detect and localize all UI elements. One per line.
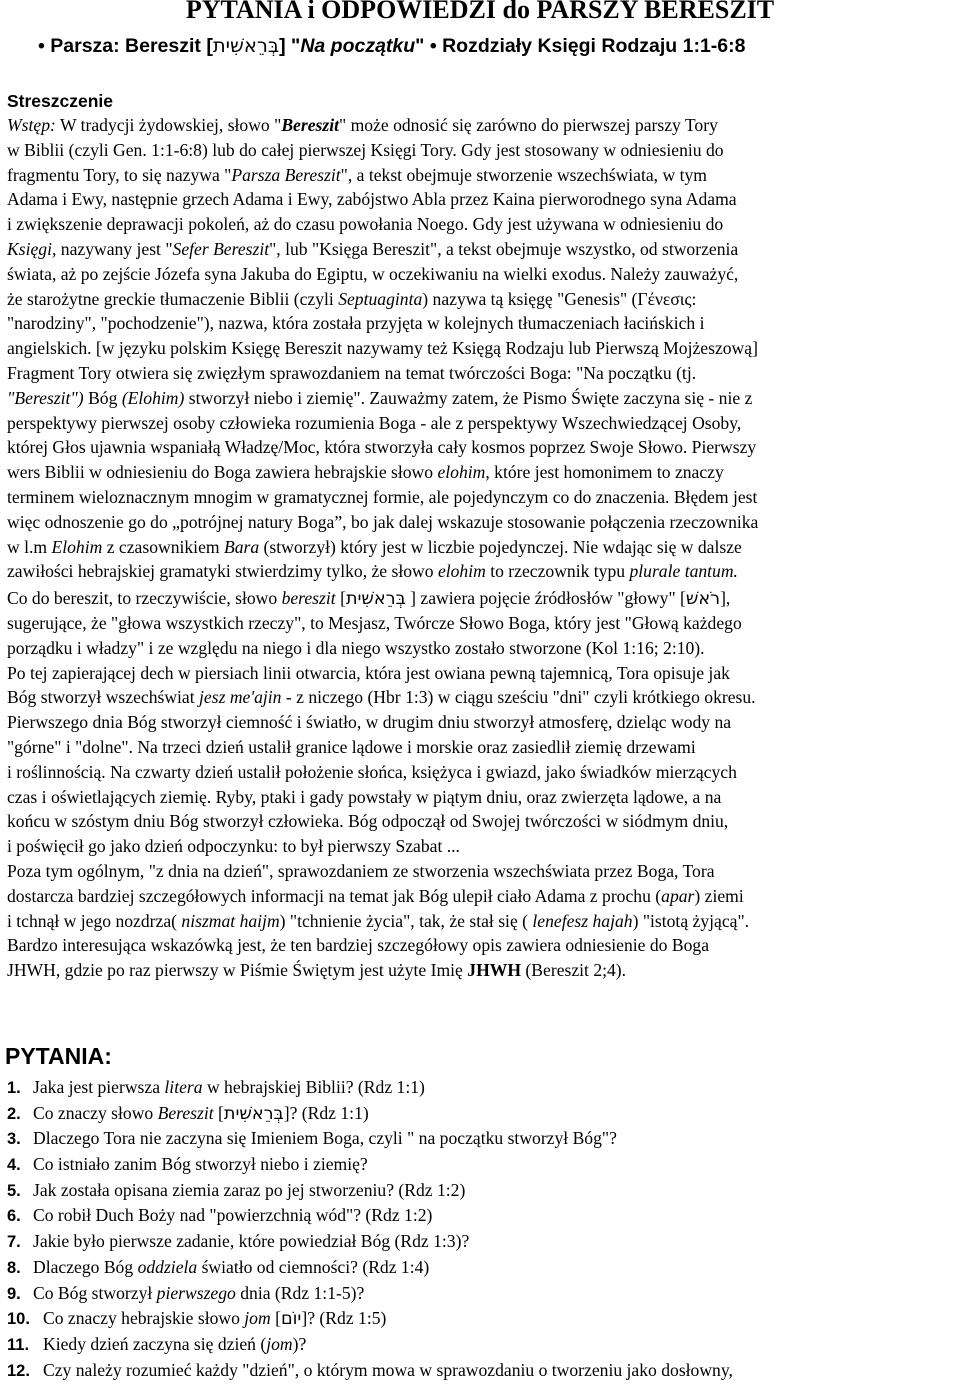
question-number: 12. <box>7 1361 30 1380</box>
question-item <box>7 1178 957 1204</box>
parsha-meaning: Na początku <box>300 35 416 57</box>
text-line: sugerujące, że "głowa wszystkich rzeczy", to Mesjasz, Twórcze Słowo Boga, który jest "Głową każdego <box>7 612 742 633</box>
question-text: litera <box>164 1077 203 1097</box>
text-line: fragmentu Tory, to się nazywa "Parsza Bereszit", a tekst obejmuje stworzenie wszechświata, w tym <box>7 164 707 185</box>
question-number: 9. <box>7 1284 21 1303</box>
text-line: końcu w szóstym dniu Bóg stworzył człowieka. Bóg odpoczął od Swojej twórczości w siódmym dniu, <box>7 811 729 832</box>
question-item <box>7 1075 957 1101</box>
question-text: Co robił Duch Boży nad "powierzchnią wód"? (Rdz 1:2) <box>33 1205 433 1226</box>
parsha-meaning-close: " <box>415 35 425 57</box>
chapters-range: Rozdziały Księgi Rodzaju 1:1-6:8 <box>442 35 746 57</box>
text-line: Wstęp: W tradycji żydowskiej, słowo "Bereszit" może odnosić się zarówno do pierwszej parszy Tory <box>7 115 718 135</box>
question-text: בְּרֵאשִׁית <box>223 1103 284 1124</box>
text-line: że starożytne greckie tłumaczenie Biblii (czyli Septuaginta) nazywa tą księgę "Genesis" (Γένεσις: <box>7 288 697 309</box>
question-text: [ <box>213 1102 224 1123</box>
document-title: PYTANIA i ODPOWIEDZI do PARSZY BERESZIT <box>185 0 775 24</box>
question-number: 8. <box>7 1258 21 1277</box>
questions-list <box>7 1075 957 1383</box>
text-line: i poświęcił go jako dzień odpoczynku: to był pierwszy Szabat ... <box>7 836 460 857</box>
question-text: jom <box>244 1308 271 1329</box>
question-item <box>7 1332 957 1358</box>
text-line: Co do bereszit, to rzeczywiście, słowo bereszit [בְּרֵאשִׁית ] zawiera pojęcie źródłosłów "głowy" [רֹאשׁ], <box>7 588 731 610</box>
question-item <box>7 1126 957 1152</box>
text-line: czas i oświetlających ziemię. Ryby, ptaki i gady powstały w piątym dniu, oraz zwierzęta lądowe, a na <box>7 786 722 807</box>
question-item <box>7 1358 957 1384</box>
text-line: JHWH, gdzie po raz pierwszy w Piśmie Świętym jest użyte Imię JHWH (Bereszit 2;4). <box>7 960 627 981</box>
question-text: Co istniało zanim Bóg stworzył niebo i ziemię? <box>33 1154 368 1175</box>
question-text: Jaka jest pierwsza <box>33 1077 165 1097</box>
question-text: [ <box>270 1308 281 1329</box>
bullet: • <box>429 35 437 57</box>
text-line: w Biblii (czyli Gen. 1:1-6:8) lub do całej pierwszej Księgi Tory. Gdy jest stosowany w odniesieniu do <box>7 139 724 160</box>
question-text: oddziela <box>137 1256 198 1277</box>
question-item <box>7 1152 957 1178</box>
question-text: jom <box>266 1333 293 1354</box>
text-line: zawiłości hebrajskiej gramatyki stwierdzimy tylko, że słowo elohim to rzeczownik typu plurale tantum. <box>7 561 738 582</box>
text-line: Bóg stworzył wszechświat jesz me'ajin - z niczego (Hbr 1:3) w ciągu sześciu "dni" czyli krótkiego okresu. <box>7 687 756 708</box>
question-number: 6. <box>7 1207 21 1226</box>
text-line: i roślinnością. Na czwarty dzień ustalił położenie słońca, księżyca i gwiazd, jako świadków mierzących <box>7 761 737 782</box>
question-number: 10. <box>7 1310 30 1329</box>
question-item <box>7 1255 957 1281</box>
text-line: terminem wieloznacznym mnogim w gramatycznej formie, ale pojedynczym co do znaczenia. Błędem jest <box>7 486 758 507</box>
question-number: 7. <box>7 1233 21 1252</box>
text-line: angielskich. [w języku polskim Księgę Bereszit nazywamy też Księgą Rodzaju lub Pierwszą Mojżeszową] <box>7 338 758 359</box>
question-item <box>7 1229 957 1255</box>
question-item <box>7 1203 957 1229</box>
text-line: Pierwszego dnia Bóg stworzył ciemność i światło, w drugim dniu stworzył atmosferę, dzieląc wody na <box>7 712 732 733</box>
question-text: Dlaczego Bóg <box>33 1256 138 1277</box>
question-text: Czy należy rozumieć każdy "dzień", o którym mowa w sprawozdaniu o tworzeniu jako dosłowny, <box>43 1359 733 1380</box>
text-line: Fragment Tory otwiera się zwięzłym sprawozdaniem na temat twórczości Boga: "Na początku (tj. <box>7 362 697 383</box>
question-item <box>7 1281 957 1307</box>
text-line: Adama i Ewy, następnie grzech Adama i Ewy, zabójstwo Abla przez Kaina pierworodnego syna Adama <box>7 189 737 210</box>
text-line: wers Biblii w odniesieniu do Boga zawiera hebrajskie słowo elohim, które jest homonimem to znaczy <box>7 462 724 483</box>
question-text: )? <box>292 1333 307 1354</box>
text-line: Poza tym ogólnym, "z dnia na dzień", sprawozdaniem ze stworzenia wszechświata przez Boga, Tora <box>7 860 715 881</box>
question-number: 3. <box>7 1130 21 1149</box>
question-text: יוֹם <box>280 1309 302 1330</box>
question-number: 11. <box>7 1335 30 1354</box>
question-text: Co znaczy słowo <box>33 1102 158 1123</box>
summary-heading: Streszczenie <box>7 91 114 111</box>
question-text: Co Bóg stworzył <box>33 1282 157 1303</box>
question-text: dnia (Rdz 1:1-5)? <box>235 1282 365 1303</box>
question-text: Bereszit <box>157 1102 214 1123</box>
text-line: i tchnął w jego nozdrza( niszmat haijm) "tchnienie życia", tak, że stał się ( lenefesz hajah) "istotą żyjącą". <box>7 910 750 931</box>
question-text: pierwszego <box>156 1282 236 1303</box>
text-line: Bardzo interesująca wskazówką jest, że ten bardziej szczegółowy opis zawiera odniesienie do Boga <box>7 935 710 956</box>
text-line: "narodziny", "pochodzenie"), nazwa, która została przyjęta w kolejnych tłumaczeniach łacińskich i <box>7 313 705 334</box>
text-line: "Bereszit") Bóg (Elohim) stworzył niebo i ziemię". Zauważmy zatem, że Pismo Święte zaczyna się - nie z <box>7 387 753 408</box>
question-text: Jakie było pierwsze zadanie, które powiedział Bóg (Rdz 1:3)? <box>33 1231 470 1252</box>
text-line: której Głos ujawnia wspaniałą Władzę/Moc, która stworzyła cały kosmos poprzez Swoje Słowo. Pierwszy <box>7 437 757 458</box>
questions-heading: PYTANIA: <box>5 1043 112 1069</box>
text-line: porządku i władzy" i ze względu na niego i dla niego wszystko zostało stworzone (Kol 1:16; 2:10). <box>7 637 705 658</box>
question-text: ]? (Rdz 1:5) <box>301 1308 387 1329</box>
text-line: świata, aż po zejście Józefa syna Jakuba do Egiptu, w oczekiwaniu na wielki exodus. Należy zauważyć, <box>7 263 739 284</box>
question-text: w hebrajskiej Biblii? (Rdz 1:1) <box>202 1077 425 1097</box>
text-line: i zwiększenie deprawacji pokoleń, aż do czasu powołania Noego. Gdy jest używana w odniesieniu do <box>7 214 724 235</box>
text-line: więc odnoszenie go do „potrójnej natury Boga”, bo jak dalej wskazuje stosowanie połączenia rzeczownika <box>7 511 759 532</box>
question-number: 1. <box>7 1079 21 1097</box>
summary-body <box>7 113 957 983</box>
question-text: ]? (Rdz 1:1) <box>283 1102 369 1123</box>
text-line: perspektywy pierwszej osoby człowieka rozumienia Boga - ale z perspektywy Wszechwiedzącej Osoby, <box>7 412 742 433</box>
question-text: Dlaczego Tora nie zaczyna się Imieniem Boga, czyli " na początku stworzył Bóg"? <box>33 1128 617 1149</box>
parsha-close: ] " <box>279 35 301 57</box>
text-line: "górne" i "dolne". Na trzeci dzień ustalił granice lądowe i morskie oraz zasiedlił ziemię drzewami <box>7 736 696 757</box>
question-number: 4. <box>7 1156 21 1175</box>
text-line: dostarcza bardziej szczegółowych informacji na temat jak Bóg ulepił ciało Adama z prochu (apar) ziemi <box>7 885 744 906</box>
question-number: 2. <box>7 1104 21 1123</box>
bullet: • <box>38 35 45 57</box>
question-item <box>7 1306 957 1332</box>
parsha-hebrew: בְּרֵאשִׁית <box>212 34 280 57</box>
text-line: w l.m Elohim z czasownikiem Bara (stworzył) który jest w liczbie pojedynczej. Nie wdając się w dalsze <box>7 536 742 557</box>
question-number: 5. <box>7 1181 21 1200</box>
text-line: Księgi, nazywany jest "Sefer Bereszit", lub "Księga Bereszit", a tekst obejmuje wszystko, od stworzenia <box>7 238 739 259</box>
question-text: Kiedy dzień zaczyna się dzień ( <box>43 1333 267 1354</box>
parsha-label: Parsza: Bereszit [ <box>50 35 213 57</box>
text-line: Po tej zapierającej dech w piersiach linii otwarcia, która jest owiana pewną tajemnicą, Tora opisuje jak <box>7 662 730 683</box>
document-subtitle <box>38 33 958 59</box>
question-text: Co znaczy hebrajskie słowo <box>43 1308 245 1329</box>
question-text: Jak została opisana ziemia zaraz po jej stworzeniu? (Rdz 1:2) <box>33 1179 466 1200</box>
question-text: światło od ciemności? (Rdz 1:4) <box>197 1256 430 1277</box>
question-item <box>7 1101 957 1127</box>
